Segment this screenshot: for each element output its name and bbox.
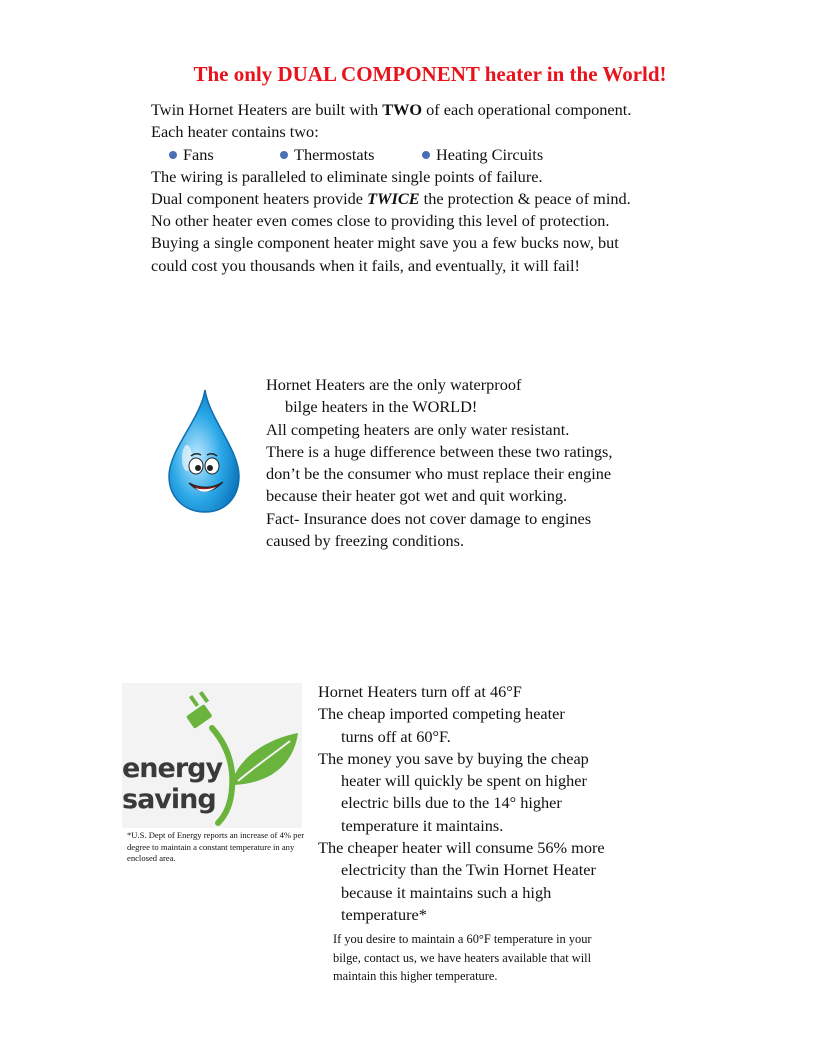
- contains-line: Each heater contains two:: [151, 122, 319, 142]
- intro-line: Twin Hornet Heaters are built with TWO of each operational component.: [151, 100, 632, 119]
- cost-line: could cost you thousands when it fails, and eventually, it will fail!: [151, 255, 580, 275]
- waterproof-line: Hornet Heaters are the only waterproof: [266, 375, 522, 394]
- temperature-line: The cheaper heater will consume 56% more: [318, 838, 605, 858]
- temperature-line: The cheap imported competing heater: [318, 704, 565, 724]
- emphasis-two: TWO: [382, 100, 423, 119]
- note-line: maintain this higher temperature.: [333, 969, 498, 984]
- dual-component-section: [151, 99, 731, 277]
- waterproof-line: Fact- Insurance does not cover damage to engines: [266, 508, 592, 528]
- component-bullet-list: [151, 144, 731, 166]
- temperature-line: because it maintains such a high: [341, 882, 552, 902]
- temperature-section: [318, 681, 718, 926]
- bullet-item-heating-circuits: Heating Circuits: [422, 144, 543, 166]
- temperature-line: turns off at 60°F.: [341, 726, 451, 746]
- temperature-line: temperature*: [341, 904, 427, 924]
- temperature-line: heater will quickly be spent on higher: [341, 771, 587, 791]
- contact-note: [333, 930, 663, 986]
- waterproof-section: [266, 374, 686, 552]
- water-drop-icon: [165, 388, 243, 516]
- temperature-line: temperature it maintains.: [341, 815, 504, 835]
- page-title: The only DUAL COMPONENT heater in the World!: [193, 62, 667, 86]
- temperature-line: electricity than the Twin Hornet Heater: [341, 860, 596, 880]
- wiring-line: The wiring is paralleled to eliminate single points of failure.: [151, 166, 543, 186]
- bullet-dot-icon: [422, 151, 430, 159]
- twice-line: Dual component heaters provide TWICE the protection & peace of mind.: [151, 188, 631, 208]
- emphasis-twice: TWICE: [367, 188, 420, 208]
- note-line: bilge, contact us, we have heaters available that will: [333, 950, 592, 965]
- waterproof-line: All competing heaters are only water resistant.: [266, 419, 570, 439]
- bullet-dot-icon: [169, 151, 177, 159]
- energy-saving-logo: [122, 683, 302, 828]
- protection-line: No other heater even comes close to providing this level of protection.: [151, 211, 610, 231]
- temperature-line: Hornet Heaters turn off at 46°F: [318, 682, 522, 701]
- savings-line: Buying a single component heater might save you a few bucks now, but: [151, 233, 619, 253]
- doe-footnote: *U.S. Dept of Energy reports an increase of 4% per degree to maintain a constant temperature in any enclosed area.: [127, 830, 305, 863]
- bullet-item-fans: Fans: [169, 144, 214, 166]
- note-line: If you desire to maintain a 60°F temperature in your: [333, 932, 592, 946]
- waterproof-line: caused by freezing conditions.: [266, 531, 465, 551]
- bullet-dot-icon: [280, 151, 288, 159]
- waterproof-line: because their heater got wet and quit working.: [266, 486, 568, 506]
- waterproof-line: There is a huge difference between these two ratings,: [266, 441, 613, 461]
- temperature-line: electric bills due to the 14° higher: [341, 793, 562, 813]
- bullet-item-thermostats: Thermostats: [280, 144, 374, 166]
- waterproof-line: bilge heaters in the WORLD!: [285, 397, 478, 417]
- energy-word: energy: [122, 753, 223, 784]
- temperature-line: The money you save by buying the cheap: [318, 748, 589, 768]
- waterproof-line: don’t be the consumer who must replace their engine: [266, 464, 612, 484]
- saving-word: saving: [122, 784, 216, 815]
